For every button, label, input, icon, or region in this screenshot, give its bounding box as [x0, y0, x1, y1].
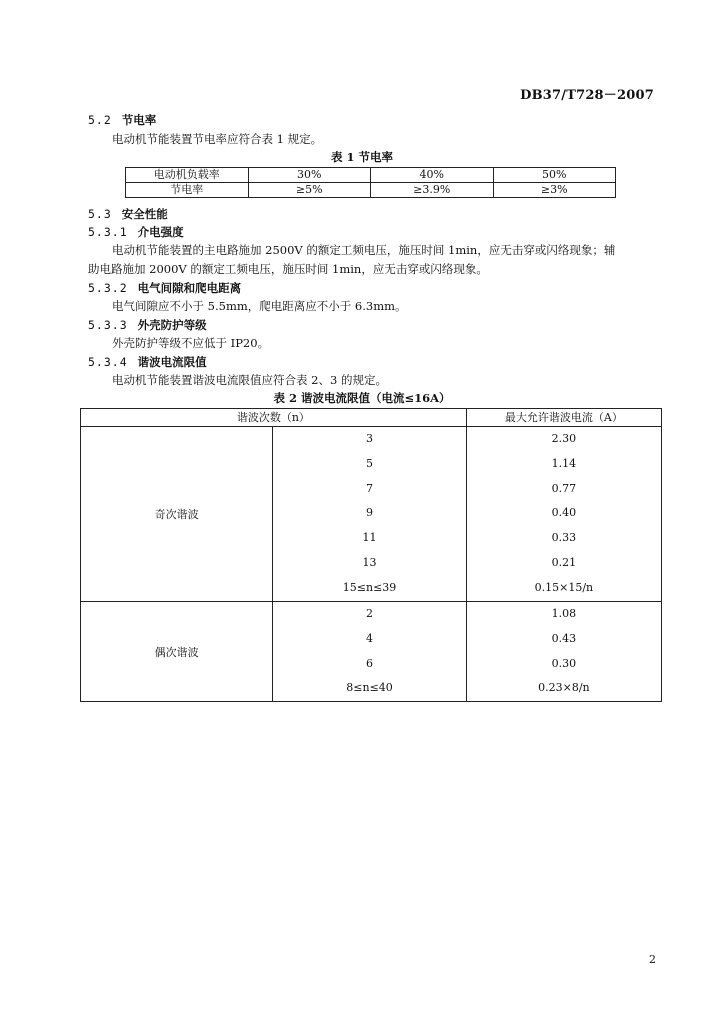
- order-value: 7: [366, 481, 374, 495]
- paragraph: 外壳防护等级不应低于 IP20。: [112, 336, 270, 350]
- table-cell: 50%: [493, 168, 616, 183]
- order-value: 2: [366, 607, 374, 620]
- table-row: [126, 168, 616, 183]
- table-row: [81, 427, 662, 602]
- current-value: 1.08: [551, 607, 577, 620]
- table-cell: 节电率: [126, 183, 249, 198]
- current-value: 0.15×15/n: [534, 580, 594, 594]
- order-value: 5: [366, 456, 374, 470]
- table2-caption: 表 2 谐波电流限值（电流≤16A）: [273, 391, 451, 405]
- section-number: 5.3.2: [88, 281, 128, 295]
- order-value: 13: [362, 555, 377, 569]
- section-heading: [88, 112, 156, 128]
- section-heading: [88, 354, 207, 370]
- table-cell: ≥5%: [248, 183, 371, 198]
- section-number: 5.3: [88, 207, 112, 221]
- section-number: 5.2: [88, 113, 112, 127]
- paragraph: 助电路施加 2000V 的额定工频电压，施压时间 1min，应无击穿或闪络现象。: [88, 262, 488, 276]
- section-title: 介电强度: [137, 225, 184, 239]
- table-cell: 电动机负载率: [126, 168, 249, 183]
- order-value: 11: [362, 531, 377, 545]
- current-value: 0.77: [551, 481, 577, 495]
- current-value: 0.23×8/n: [538, 681, 590, 695]
- section-title: 谐波电流限值: [137, 355, 207, 369]
- section-title: 节电率: [121, 113, 157, 127]
- order-value: 8≤n≤40: [346, 681, 393, 695]
- order-value: 3: [366, 432, 374, 445]
- harmonic-currents: [466, 602, 661, 702]
- table2: [80, 408, 662, 702]
- current-value: 1.14: [551, 456, 577, 470]
- current-value: 0.21: [551, 555, 577, 569]
- harmonic-currents: [466, 427, 661, 602]
- paragraph: 电动机节能装置节电率应符合表 1 规定。: [112, 132, 323, 146]
- table-header: 谐波次数（n）: [81, 409, 467, 427]
- current-value: 2.30: [551, 432, 577, 445]
- table-cell: ≥3.9%: [371, 183, 494, 198]
- section-title: 外壳防护等级: [137, 318, 207, 332]
- table-row: [126, 183, 616, 198]
- section-heading: [88, 206, 168, 222]
- table-row: [81, 602, 662, 702]
- section-heading: [88, 317, 207, 333]
- harmonic-orders: [273, 427, 466, 602]
- section-title: 安全性能: [121, 207, 168, 221]
- standard-code: DB37/T728－2007: [520, 88, 654, 103]
- order-value: 4: [366, 631, 374, 645]
- table-cell: 30%: [248, 168, 371, 183]
- page-number: 2: [649, 953, 656, 966]
- order-value: 6: [366, 656, 374, 670]
- section-heading: [88, 280, 241, 296]
- table-header-row: [81, 409, 662, 427]
- order-value: 15≤n≤39: [342, 580, 397, 594]
- paragraph: 电动机节能装置谐波电流限值应符合表 2、3 的规定。: [112, 373, 387, 387]
- section-title: 电气间隙和爬电距离: [137, 281, 242, 295]
- section-number: 5.3.1: [88, 225, 128, 239]
- current-value: 0.33: [551, 531, 577, 545]
- table-header: 最大允许谐波电流（A）: [466, 409, 661, 427]
- table-cell: ≥3%: [493, 183, 616, 198]
- harmonic-orders: [273, 602, 466, 702]
- group-label: 奇次谐波: [81, 427, 273, 602]
- group-label: 偶次谐波: [81, 602, 273, 702]
- current-value: 0.40: [551, 506, 577, 520]
- section-number: 5.3.4: [88, 355, 128, 369]
- table1-caption: 表 1 节电率: [330, 150, 393, 164]
- table1: [125, 167, 616, 198]
- section-heading: [88, 224, 184, 240]
- order-value: 9: [366, 506, 374, 520]
- current-value: 0.43: [551, 631, 577, 645]
- section-number: 5.3.3: [88, 318, 128, 332]
- table-cell: 40%: [371, 168, 494, 183]
- current-value: 0.30: [551, 656, 577, 670]
- paragraph: 电动机节能装置的主电路施加 2500V 的额定工频电压，施压时间 1min，应无击穿或闪络现象；辅: [112, 243, 616, 257]
- paragraph: 电气间隙应不小于 5.5mm，爬电距离应不小于 6.3mm。: [112, 299, 407, 313]
